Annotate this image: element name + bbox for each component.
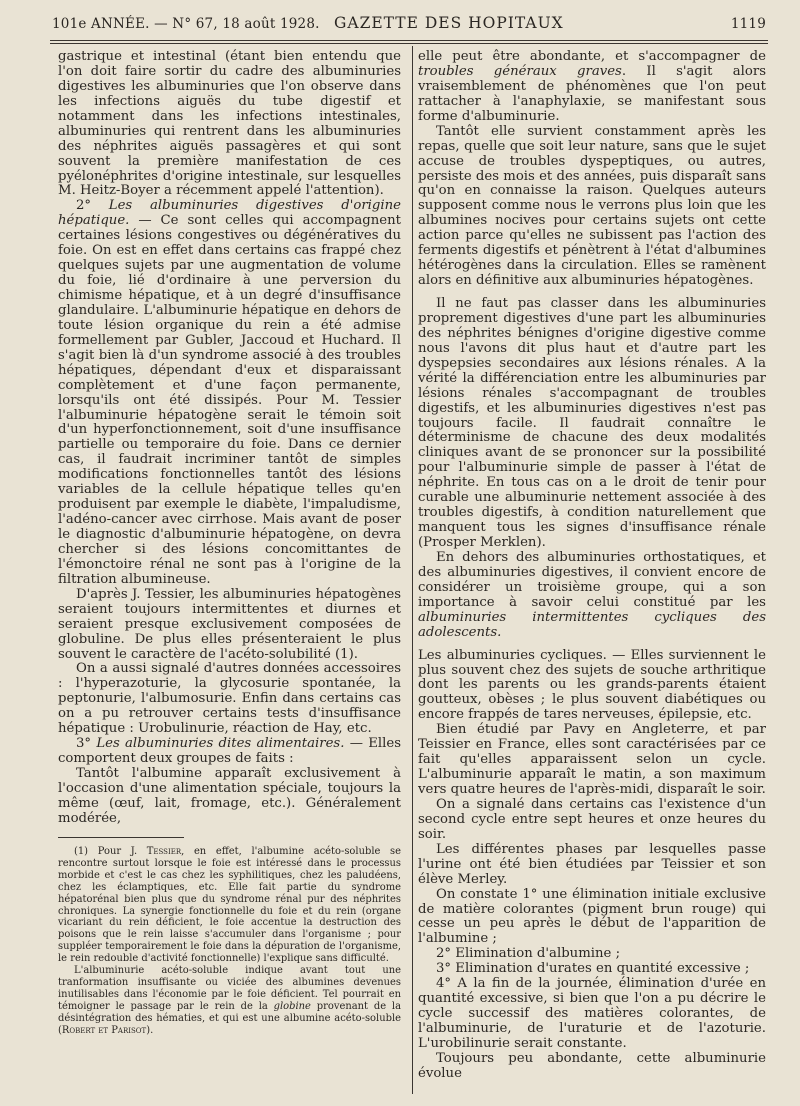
section-hepatique [58, 199, 401, 587]
footnote-rule [58, 837, 184, 838]
paragraph: D'après J. Tessier, les albuminuries hépatogènes seraient toujours intermittentes et diurnes et seraient presque exclusivement composées de globuline. De plus elles présenteraient le plus souvent le caractère de l'acéto-solubilité (1). [58, 586, 401, 662]
column-divider [412, 46, 413, 1094]
left-column [58, 50, 401, 1037]
page-header [46, 12, 766, 36]
author-names: Robert et Parisot [61, 1025, 147, 1037]
section-number: 2° [76, 198, 109, 214]
paragraph-text: En dehors des albuminuries orthostatiques, et des albuminuries digestives, il convient encore de considérer un troisième groupe, qui a son importance à savoir celui constitué par les [418, 549, 766, 610]
emphasis: troubles généraux graves [418, 63, 622, 79]
author-name: Tessier [146, 845, 182, 857]
paragraph-text: . Il s'agit alors vraisemblement de phénomènes que l'on peut rattacher à l'anaphylaxie, se manifestant sous forme d'albuminurie. [418, 63, 766, 124]
paragraph: On a aussi signalé d'autres données accessoires : l'hyperazoturie, la glycosurie spontanée, la peptonurie, l'albumosurie. Enfin dans certains cas on a pu retrouver certains tests d'insuffisance hépatique : Urobulinurie, réaction de Hay, etc. [58, 661, 401, 737]
section-number: 3° [76, 736, 97, 752]
emphasis: albuminuries intermittentes cycliques des adolescents. [418, 609, 766, 640]
section-alimentaires [58, 737, 401, 767]
paragraph-text: — Ce sont celles qui accompagnent certaines lésions congestives ou dégénératives du foie. On est en effet dans certains cas frappé chez quelques sujets par une augmentation de volume du foie, lié d'ordinaire à une perversion du chimisme hépatique, et à un degré d'insuffisance glandulaire. L'albuminurie hépatique en dehors de toute lésion organique du rein a été admise formellement par Gubler, Jaccoud et Huchard. Il s'agit bien là d'un syndrome associé à des troubles hépatiques, dépendant d'eux et disparaissant complètement et d'une façon permanente, lorsqu'ils ont été dissipés. Pour M. Tessier l'albuminurie hépatogène serait le témoin soit d'un hyperfonctionnement, soit d'une insuffisance partielle ou temporaire du foie. Dans ce dernier cas, il faudrait incriminer tantôt de simples modifications fonctionnelles tantôt des lésions variables de la cellule hépatique telles qu'en produisent par exemple le diabète, l'impaludisme, l'adéno-cancer avec cirrhose. Mais avant de poser le diagnostic d'albuminurie hépatogène, on devra chercher si des lésions concomittantes de l'émonctoire rénal ne sont pas à l'origine de la filtration albumineuse. [58, 213, 401, 587]
page-number: 1119 [730, 16, 766, 32]
journal-title: GAZETTE DES HOPITAUX [334, 14, 564, 32]
paragraph [418, 50, 766, 125]
paragraph: Tantôt l'albumine apparaît exclusivement à l'occasion d'une alimentation spéciale, toujours la même (œuf, lait, fromage, etc.). Généralement modérée, [58, 766, 401, 826]
section-cycliques [418, 649, 766, 724]
footnote-text: ). [146, 1025, 154, 1037]
paragraph: On constate 1° une élimination initiale exclusive de matière colorantes (pigment brun rouge) qui cesse un peu après le début de l'apparition de l'albumine ; [418, 886, 766, 947]
section-title: Les albuminuries digestives d'origine hépatique. [58, 198, 401, 229]
header-rule-double [50, 43, 768, 44]
paragraph: gastrique et intestinal (étant bien entendu que l'on doit faire sortir du cadre des albuminuries digestives les albuminuries que l'on observe dans les infections aiguës du tube digestif et notamment dans les infections intestinales, albuminuries qui rentrent dans les albuminuries des néphrites aiguës passagères et qui sont souvent la première manifestation de ces pyélonéphrites d'origine intestinale, sur lesquelles M. Heitz-Boyer a récemment appelé l'attention). [58, 49, 401, 199]
list-item: 4° A la fin de la journée, élimination d'urée en quantité excessive, si bien que l'on a pu décrire le cycle successif des matières colorantes, de l'albuminurie, de l'uraturie et de l'azoturie. L'urobilinurie serait constante. [418, 976, 766, 1051]
section-title: Les albuminuries dites alimentaires. [96, 736, 345, 752]
section-title: Les albuminuries cycliques. [418, 647, 607, 663]
header-rule [50, 40, 768, 41]
paragraph: Il ne faut pas classer dans les albuminuries proprement digestives d'une part les albuminuries des néphrites bénignes d'origine digestive comme nous l'avons dit plus haut et d'autre part les dyspepsies secondaires aux lésions rénales. A la vérité la différenciation entre les albuminuries par lésions rénales s'accompagnant de troubles digestifs, et les albuminuries digestives n'est pas toujours facile. Il faudrait connaître le déterminisme de chacune des deux modalités cliniques avant de se prononcer sur la possibilité pour l'albuminurie simple de passer à l'état de néphrite. En tous cas on a le droit de tenir pour curable une albuminurie nettement associée à des troubles digestifs, à condition naturellement que manquent tous les signes d'insuffisance rénale (Prosper Merklen). [418, 296, 766, 550]
footnote-text: (1) Pour J. [74, 845, 147, 857]
paragraph-text: — Elles comportent deux groupes de faits : [58, 736, 401, 767]
issue-info: 101e ANNÉE. — N° 67, 18 août 1928. [52, 16, 320, 32]
paragraph: Bien étudié par Pavy en Angleterre, et par Teissier en France, elles sont caractérisées par ce fait qu'elles apparaissent selon un cycle. L'albuminurie apparaît le matin, a son maximum vers quatre heures de l'après-midi, disparaît le soir. [418, 722, 766, 797]
footnote-text: L'albuminurie acéto-soluble indique avant tout une tranformation insuffisante ou viciée des albumines devenues inutilisables dans l'économie par le foie déficient. Tel pourrait en témoigner le passage par le rein de la [58, 965, 401, 1013]
paragraph [418, 551, 766, 641]
paragraph: On a signalé dans certains cas l'existence d'un second cycle entre sept heures et onze heures du soir. [418, 796, 766, 842]
footnote-paragraph [58, 846, 401, 966]
footnote-paragraph [58, 965, 401, 1037]
footnote-text: provenant de la désintégration des hématies, et qui est une albumine acéto-soluble ( [58, 1001, 401, 1037]
paragraph: Toujours peu abondante, cette albuminurie évolue [418, 1050, 766, 1081]
footnote [58, 846, 401, 1037]
paragraph: Tantôt elle survient constamment après les repas, quelle que soit leur nature, sans que le sujet accuse de troubles dyspeptiques, ou autres, persiste des mois et des années, puis disparaît sans qu'on en connaisse la raison. Quelques auteurs supposent comme nous le verrons plus loin que les albumines nocives pour certains sujets ont cette action parce qu'elles ne subissent pas l'action des ferments digestifs et pénètrent à l'état d'albumines hétérogènes dans la circulation. Elles se ramènent alors en définitive aux albuminuries hépatogènes. [418, 123, 766, 289]
footnote-emphasis: globine [273, 1001, 311, 1013]
right-column [418, 50, 766, 1082]
paragraph-text: — Elles surviennent le plus souvent chez des sujets de souche arthritique dont les parents ou les grands-parents étaient goutteux, obèses ; le plus souvent diabétiques ou encore frappés de tares nerveuses, épilepsie, etc. [418, 647, 766, 723]
list-item: 3° Elimination d'urates en quantité excessive ; [436, 961, 750, 977]
paragraph-text: elle peut être abondante, et s'accompagner de [418, 49, 766, 64]
footnote-text: , en effet, l'albumine acéto-soluble se rencontre surtout lorsque le foie est intéressé dans le processus morbide et c'est le cas chez les syphilitiques, chez les paludéens, chez les éclamptiques, etc. Elle fait partie du syndrome hépatorénal bien plus que du syndrome rénal pur des néphrites chroniques. La synergie fonctionnelle du foie et du rein (organe vicariant du rein déficient, le foie accentue la destruction des poisons que le rein laisse s'accumuler dans l'organisme ; pour suppléer temporairement le foie dans la dépuration de l'organisme, le rein redouble d'activité fonctionnelle) l'explique sans difficulté. [58, 845, 401, 965]
paragraph: Les différentes phases par lesquelles passe l'urine ont été bien étudiées par Teissier et son élève Merley. [418, 841, 766, 887]
list-item: 2° Elimination d'albumine ; [436, 946, 621, 962]
